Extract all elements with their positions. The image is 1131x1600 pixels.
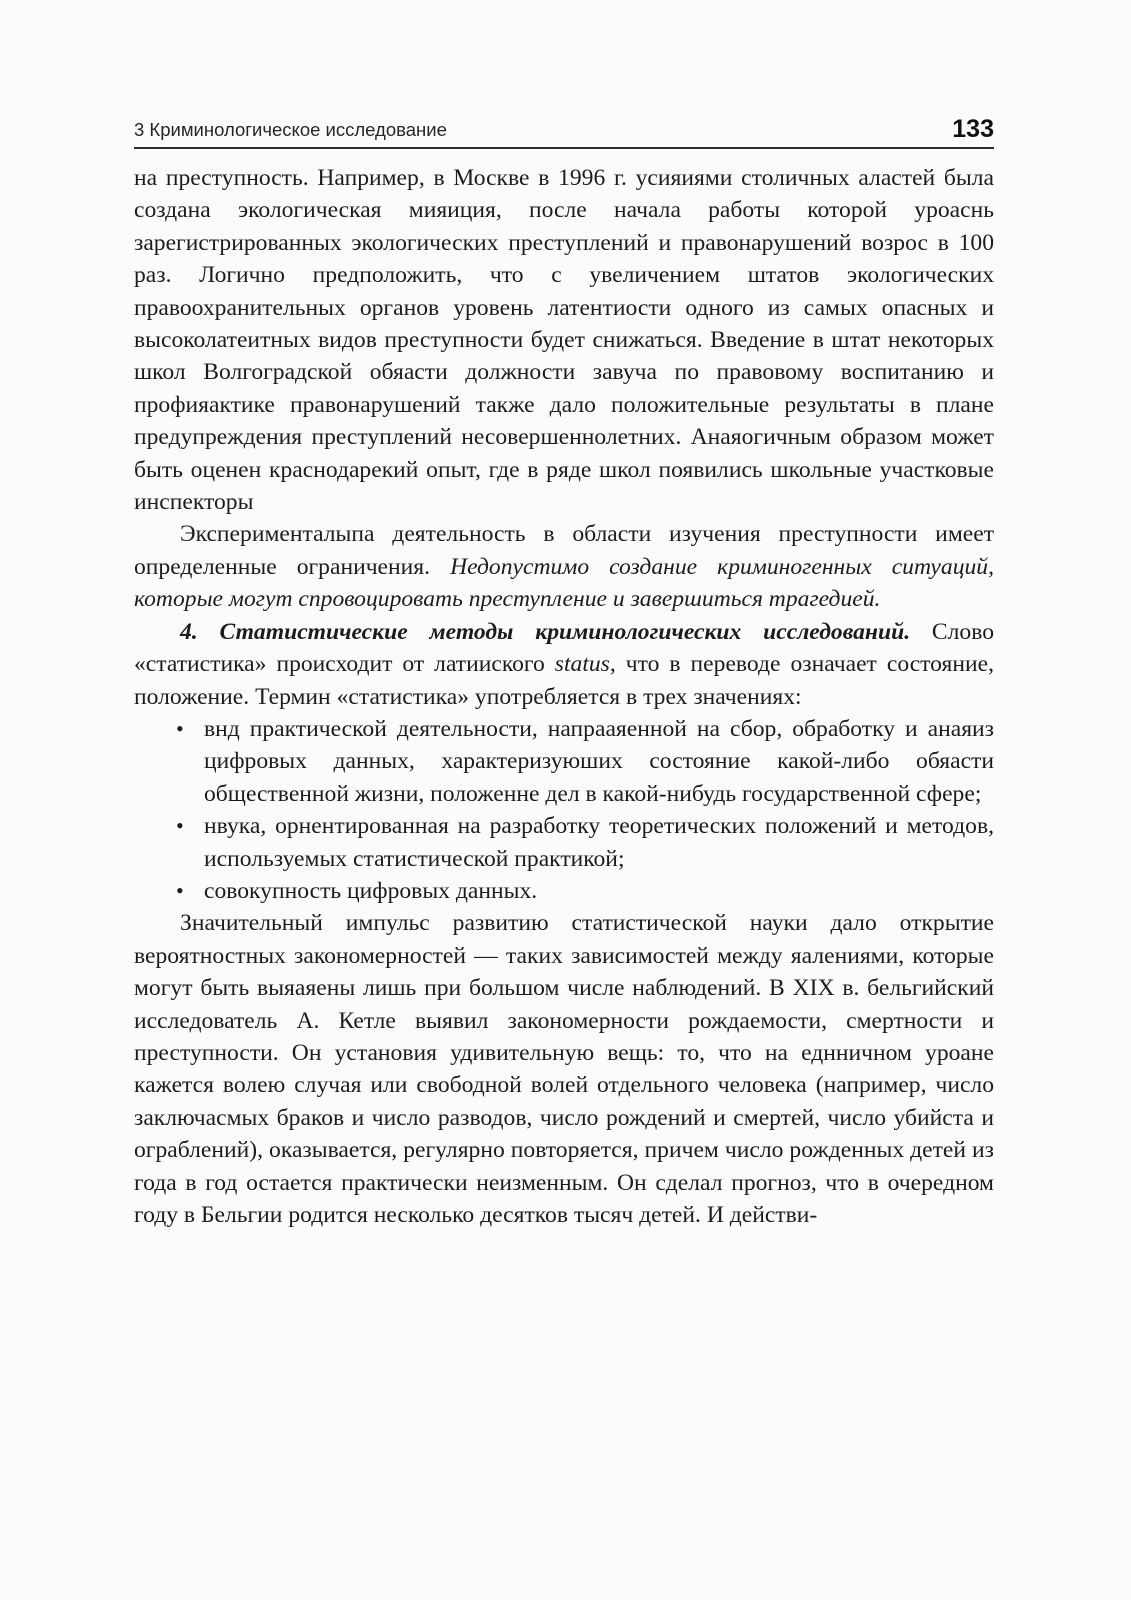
bullet-dot-icon: •	[176, 877, 184, 903]
list-item-text: совокупность цифровых данных.	[204, 877, 538, 904]
list-item-text: нвука, орнентированная на разработку теоретических положений и методов, используемых статистической практикой;	[204, 813, 994, 872]
italic-emphasis: Недопустимо создание криминогенных ситуаций, которые могут спровоцировать преступление и завершиться трагедией.	[134, 553, 994, 613]
list-item	[176, 713, 994, 810]
latin-term: status	[554, 651, 610, 678]
paragraph: Значительный импульс развитию статистической науки дало открытие вероятностных закономерностей — таких зависимостей между яалениями, которые могут быть выяаяены лишь при большом числе наблюдений. В XIX в. бельгийский исследователь А. Кетле выявил закономерности рождаемости, смертности и преступности. Он установия удивительную вещь: то, что на еднничном уроане кажется волею случая или свободной волей отдельного человека (например, число заключасмых браков и число разводов, число рождений и смертей, число убийста и ограблений), оказывается, регулярно повторяется, причем число рожденных детей из года в год остается практически неизменным. Он сделал прогноз, что в очередном году в Бельгии родится несколько десятков тысяч детей. И действи-	[134, 910, 994, 1228]
paragraph: на преступность. Например, в Москве в 1996 г. усияиями столичных аластей была создана экологическая мияиция, после начала работы которой уроаснь зарегистрированных экологических преступлений и правонарушений возрос в 100 раз. Логично предположить, что с увеличением штатов экологических правоохранительных органов уровень латентиости одного из самых опасных и высоколатеитных видов преступности будет снижаться. Введение в штат некоторых школ Волгоградской обяасти должности завуча по правовому воспитанию и профияактике правонарушений также дало положительные результаты в плане предупреждения преступлений несовершеннолетних. Анаяогичным образом может быть оценен краснодарекий опыт, где в ряде школ появились школьные участковые инспекторы	[134, 165, 994, 516]
page-header	[134, 111, 994, 149]
paragraph-text: Эксперименталыпа деятельность в области изучения преступности имеет определенные ограничения.	[134, 521, 994, 580]
list-item	[176, 875, 994, 907]
bullet-dot-icon: •	[176, 813, 184, 839]
section-paragraph	[134, 616, 994, 713]
body-text	[134, 162, 994, 1231]
paragraph-text: Слово «статистика» происходит от латииского	[134, 618, 995, 678]
page-number: 133	[952, 115, 994, 143]
list-item-text: внд практической деятельности, напрааяенной на сбор, обработку и анаяиз цифровых данных, характеризуюших состояние какой-либо обяасти общественной жизни, положенне дел в какой-нибудь государственной сфере;	[204, 715, 994, 807]
bullet-dot-icon: •	[176, 715, 184, 741]
bullet-list	[134, 713, 994, 907]
paragraph-text: , что в переводе означает состояние, положение. Термин «статистика» употребляется в трех значениях:	[134, 651, 995, 710]
section-heading: 4. Статистические методы криминологических исследований.	[180, 618, 911, 645]
running-head: 3 Криминологическое исследование	[134, 119, 447, 140]
paragraph	[134, 518, 994, 615]
list-item	[176, 810, 994, 875]
